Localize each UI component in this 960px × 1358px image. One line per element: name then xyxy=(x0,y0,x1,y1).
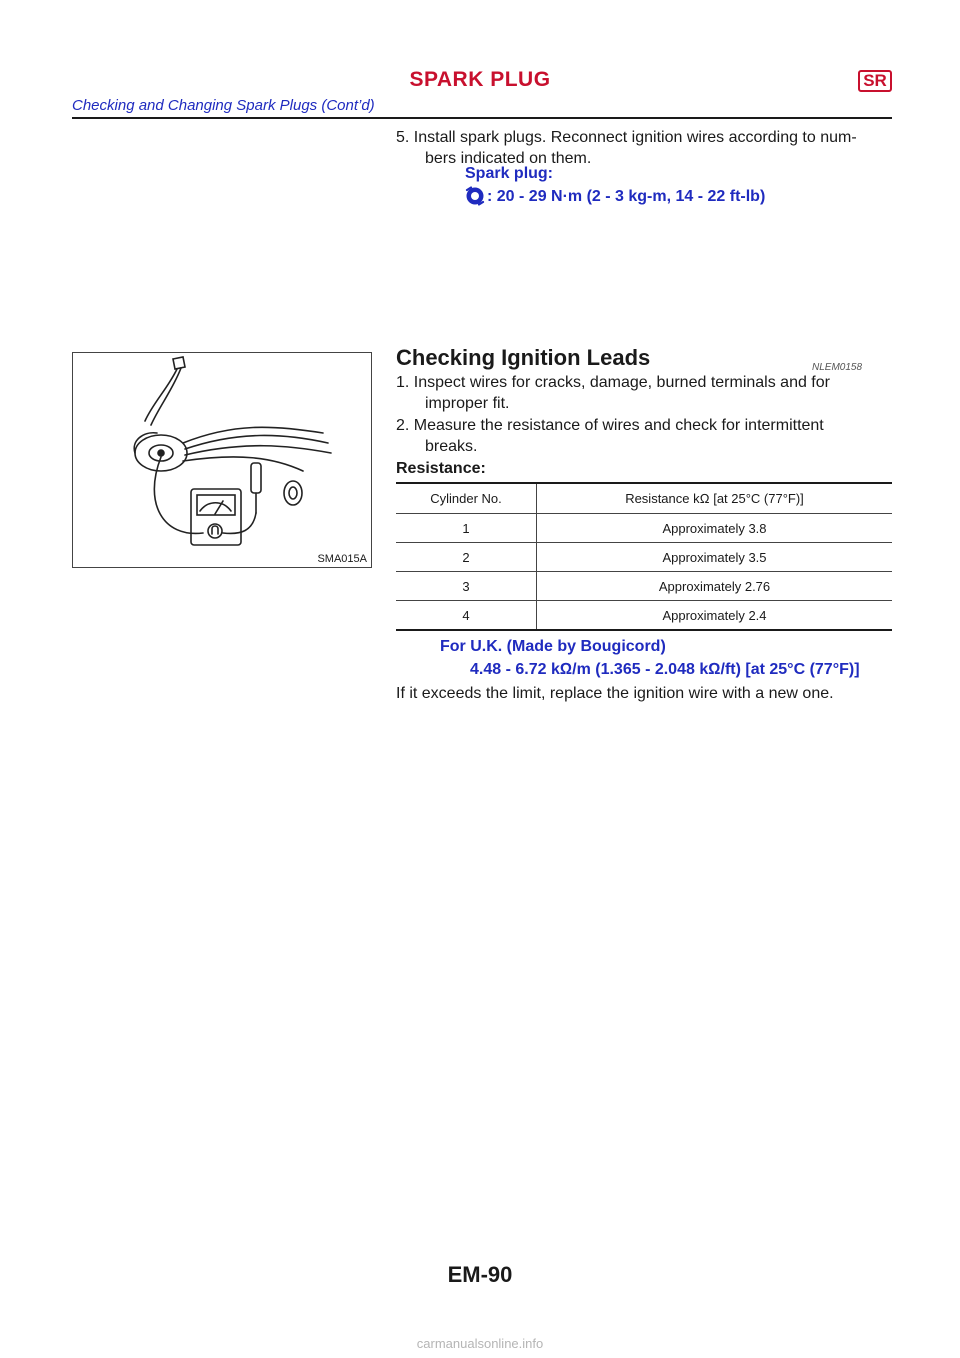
torque-wrench-icon xyxy=(465,186,485,206)
cylinder-number-cell: 4 xyxy=(396,601,537,631)
replacement-note: If it exceeds the limit, replace the ignition wire with a new one. xyxy=(396,685,834,702)
resistance-value-cell: Approximately 3.5 xyxy=(537,543,893,572)
step-5-line-2: bers indicated on them. xyxy=(425,150,592,167)
column-header-cylinder: Cylinder No. xyxy=(396,483,537,514)
table-header-row xyxy=(396,483,892,514)
section-title: Checking Ignition Leads xyxy=(396,345,651,370)
section-reference-code: NLEM0158 xyxy=(812,362,863,373)
page-title: SPARK PLUG xyxy=(409,68,551,91)
column-header-resistance: Resistance kΩ [at 25°C (77°F)] xyxy=(537,483,893,514)
figure-caption: SMA015A xyxy=(317,553,367,565)
header-divider xyxy=(72,117,892,119)
page-number: EM-90 xyxy=(447,1262,513,1287)
table-row xyxy=(396,572,892,601)
table-row xyxy=(396,543,892,572)
uk-spec-label: For U.K. (Made by Bougicord) xyxy=(440,638,666,655)
spark-plug-torque-value: : 20 - 29 N·m (2 - 3 kg-m, 14 - 22 ft-lb) xyxy=(487,188,766,205)
ignition-lead-test-figure xyxy=(72,352,372,568)
step-2-line-1: 2. Measure the resistance of wires and check for intermittent xyxy=(396,417,824,434)
resistance-value-cell: Approximately 2.76 xyxy=(537,572,893,601)
ohmmeter-diagram xyxy=(73,353,371,567)
uk-spec-value: 4.48 - 6.72 kΩ/m (1.365 - 2.048 kΩ/ft) [at 25°C (77°F)] xyxy=(470,661,860,678)
resistance-table xyxy=(396,482,892,631)
cylinder-number-cell: 3 xyxy=(396,572,537,601)
table-row xyxy=(396,601,892,631)
step-1-line-2: improper fit. xyxy=(425,395,510,412)
resistance-value-cell: Approximately 3.8 xyxy=(537,514,893,543)
watermark: carmanualsonline.info xyxy=(416,1336,544,1351)
table-row xyxy=(396,514,892,543)
resistance-label: Resistance: xyxy=(396,460,486,477)
step-2-line-2: breaks. xyxy=(425,438,478,455)
cylinder-number-cell: 1 xyxy=(396,514,537,543)
page-subtitle: Checking and Changing Spark Plugs (Cont’d) xyxy=(72,97,375,114)
resistance-value-cell: Approximately 2.4 xyxy=(537,601,893,631)
cylinder-number-cell: 2 xyxy=(396,543,537,572)
step-5-line-1: 5. Install spark plugs. Reconnect ignition wires according to num- xyxy=(396,129,857,146)
step-1-line-1: 1. Inspect wires for cracks, damage, burned terminals and for xyxy=(396,374,830,391)
engine-code-badge: SR xyxy=(858,70,892,92)
spark-plug-spec-label: Spark plug: xyxy=(465,165,554,182)
